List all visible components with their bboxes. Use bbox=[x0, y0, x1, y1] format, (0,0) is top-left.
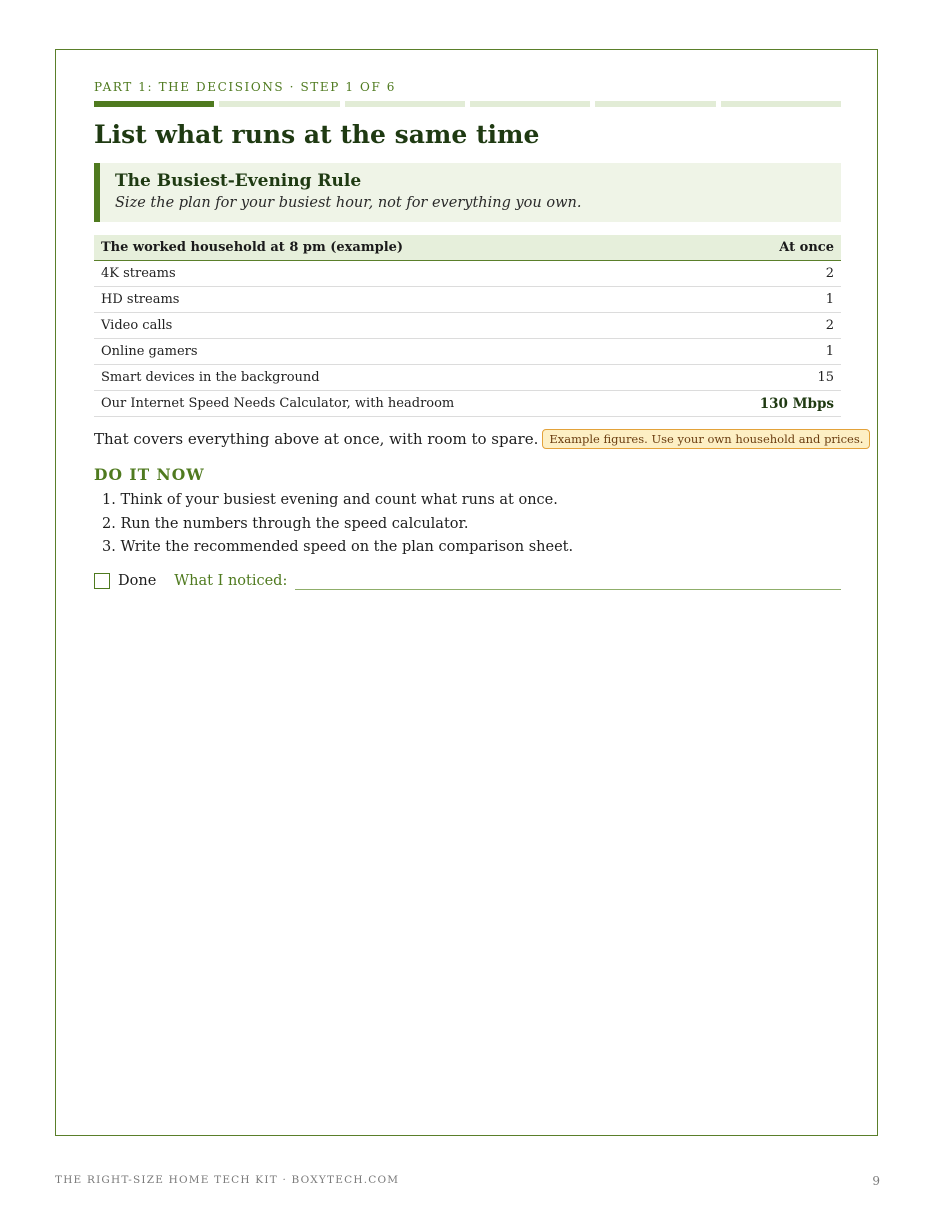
step-progress-bar bbox=[94, 101, 841, 107]
noticed-label: What I noticed: bbox=[174, 573, 288, 589]
table-row bbox=[94, 287, 841, 313]
do-it-now-steps bbox=[94, 490, 573, 561]
row-value: 1 bbox=[696, 287, 841, 313]
done-row bbox=[94, 571, 841, 591]
table-header-item: The worked household at 8 pm (example) bbox=[94, 235, 696, 261]
example-note-badge: Example figures. Use your own household and prices. bbox=[542, 429, 870, 449]
page-number: 9 bbox=[872, 1174, 880, 1188]
row-label: HD streams bbox=[94, 287, 696, 313]
row-label: Smart devices in the background bbox=[94, 365, 696, 391]
rule-title: The Busiest-Evening Rule bbox=[115, 171, 362, 191]
progress-segment bbox=[595, 101, 715, 107]
table-row bbox=[94, 261, 841, 287]
step-text: Run the numbers through the speed calculator. bbox=[120, 515, 469, 532]
table-header-count: At once bbox=[696, 235, 841, 261]
row-value: 15 bbox=[696, 365, 841, 391]
row-label: Video calls bbox=[94, 313, 696, 339]
progress-segment bbox=[721, 101, 841, 107]
list-item: 1. Think of your busiest evening and count what runs at once. bbox=[102, 492, 558, 508]
row-value: 1 bbox=[696, 339, 841, 365]
progress-segment bbox=[345, 101, 465, 107]
row-label: Online gamers bbox=[94, 339, 696, 365]
covers-text: That covers everything above at once, with room to spare. bbox=[94, 430, 539, 448]
progress-segment bbox=[470, 101, 590, 107]
list-item: 3. Write the recommended speed on the plan comparison sheet. bbox=[102, 539, 574, 555]
table-row bbox=[94, 339, 841, 365]
progress-segment bbox=[219, 101, 339, 107]
footer-title: THE RIGHT-SIZE HOME TECH KIT · BOXYTECH.COM bbox=[55, 1174, 400, 1186]
rule-subtitle: Size the plan for your busiest hour, not for everything you own. bbox=[115, 195, 582, 211]
step-eyebrow: PART 1: THE DECISIONS · STEP 1 OF 6 bbox=[94, 80, 397, 94]
covers-statement bbox=[94, 429, 870, 449]
row-value: 130 Mbps bbox=[696, 391, 841, 417]
step-text: Think of your busiest evening and count what runs at once. bbox=[120, 492, 558, 508]
step-text: Write the recommended speed on the plan comparison sheet. bbox=[120, 539, 574, 555]
list-item: 2. Run the numbers through the speed calculator. bbox=[102, 515, 469, 532]
do-it-now-heading: DO IT NOW bbox=[94, 465, 205, 484]
table-row bbox=[94, 365, 841, 391]
progress-segment bbox=[94, 101, 214, 107]
noticed-input-line[interactable] bbox=[295, 589, 841, 590]
rule-callout bbox=[94, 163, 841, 222]
worked-household-table bbox=[94, 235, 841, 417]
table-header-row bbox=[94, 235, 841, 261]
row-value: 2 bbox=[696, 313, 841, 339]
done-checkbox[interactable] bbox=[94, 573, 110, 589]
row-value: 2 bbox=[696, 261, 841, 287]
table-total-row bbox=[94, 391, 841, 417]
page-title: List what runs at the same time bbox=[94, 120, 540, 149]
row-label: Our Internet Speed Needs Calculator, with headroom bbox=[94, 391, 696, 417]
row-label: 4K streams bbox=[94, 261, 696, 287]
table-row bbox=[94, 313, 841, 339]
done-label: Done bbox=[118, 573, 157, 589]
